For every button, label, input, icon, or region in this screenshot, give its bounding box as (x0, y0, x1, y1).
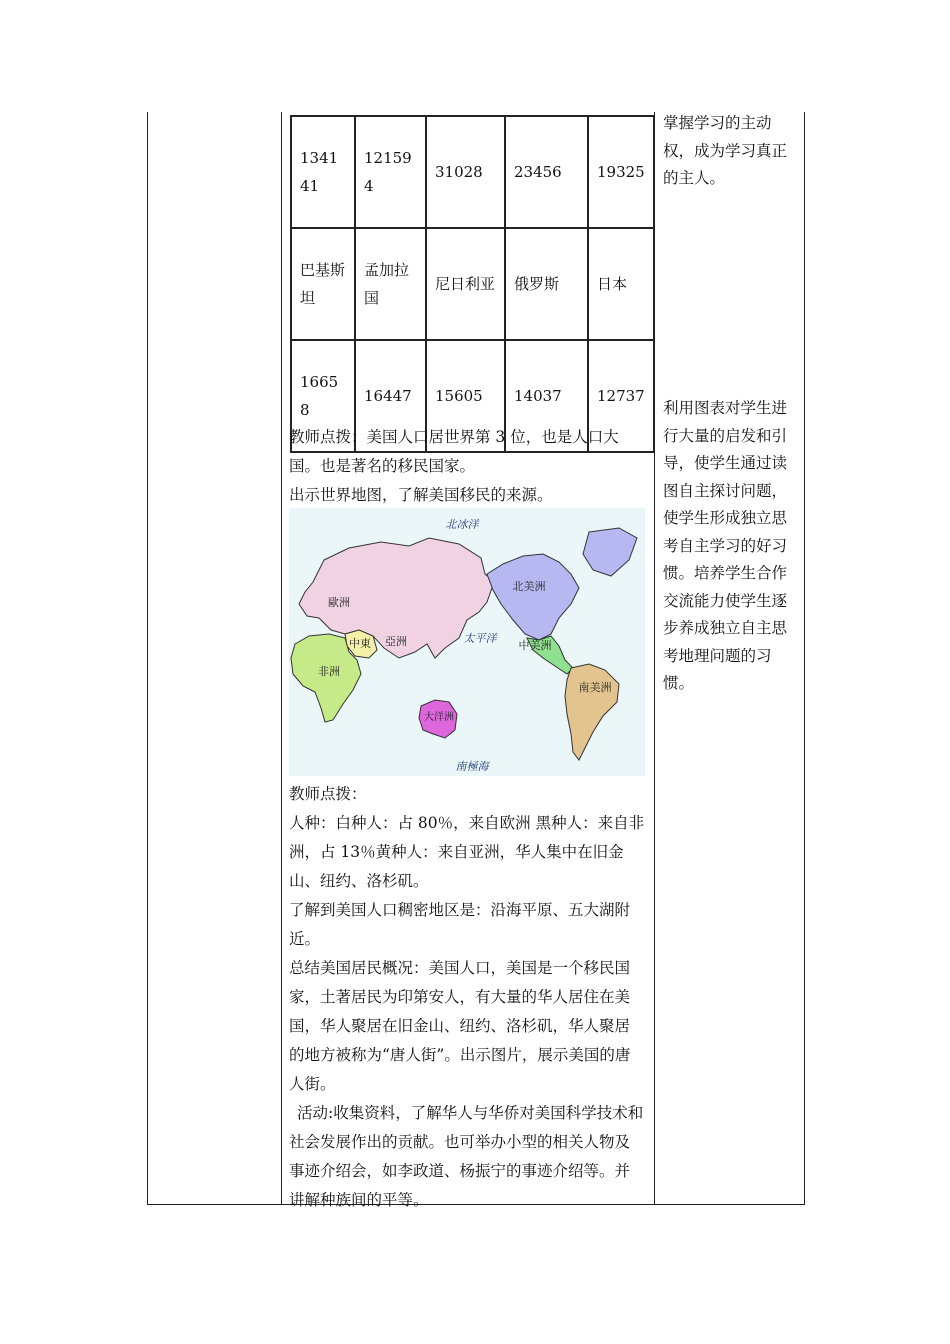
map-label-arctic: 北冰洋 (445, 518, 479, 531)
map-label-europe: 歐洲 (328, 596, 350, 609)
map-label-antarctic: 南極海 (455, 760, 489, 773)
table-cell: 16658 (291, 340, 355, 452)
table-cell: 16447 (355, 340, 426, 452)
column-divider-1 (281, 112, 282, 1204)
table-cell: 日本 (588, 228, 654, 340)
table-row (291, 116, 654, 228)
table-cell: 23456 (505, 116, 588, 228)
table-cell: 14037 (505, 340, 588, 452)
map-label-middle-east: 中東 (349, 637, 371, 650)
table-cell: 15605 (426, 340, 505, 452)
map-label-north-america: 北美洲 (512, 580, 546, 593)
summary-text: 总结美国居民概况：美国人口，美国是一个移民国家，土著居民为印第安人，有大量的华人居住在美国，华人聚居在旧金山、纽约、洛杉矶，华人聚居的地方被称为“唐人街”。出示图片，展示美国的唐人街。 (289, 959, 631, 1093)
teacher-notes-bottom (289, 780, 645, 1215)
map-label-south-america: 南美洲 (578, 681, 612, 694)
teacher-note-2-title: 教师点拨： (289, 785, 367, 803)
map-label-pacific: 太平洋 (463, 632, 497, 645)
design-note-2 (663, 395, 795, 698)
table-row (291, 228, 654, 340)
teacher-notes-top (289, 423, 645, 510)
design-note-2-text: 利用图表对学生进行大量的启发和引导，使学生通过读图自主探讨问题，使学生形成独立思考自主学习的好习惯。培养学生合作交流能力使学生逐步养成独立自主思考地理问题的习惯。 (663, 399, 788, 692)
design-note-1 (663, 110, 795, 193)
table-cell: 121594 (355, 116, 426, 228)
map-label-asia: 亞洲 (385, 635, 407, 648)
map-label-africa: 非洲 (318, 665, 340, 678)
table-cell: 31028 (426, 116, 505, 228)
table-cell: 孟加拉国 (355, 228, 426, 340)
table-cell: 19325 (588, 116, 654, 228)
table-cell: 巴基斯坦 (291, 228, 355, 340)
table-cell: 12737 (588, 340, 654, 452)
table-cell: 134141 (291, 116, 355, 228)
dense-area-text: 了解到美国人口稠密地区是：沿海平原、五大湖附近。 (289, 901, 631, 948)
table-cell: 尼日利亚 (426, 228, 505, 340)
activity-text: 活动:收集资料，了解华人与华侨对美国科学技术和社会发展作出的贡献。也可举办小型的相关人物及事迹介绍会，如李政道、杨振宁的事迹介绍等。并讲解种族间的平等。 (289, 1104, 644, 1209)
design-note-1-text: 掌握学习的主动权，成为学习真正的主人。 (663, 114, 788, 187)
teacher-note-1: 教师点拨：美国人口居世界第 3 位，也是人口大国。也是著名的移民国家。 (289, 428, 619, 475)
race-text: 人种：白种人：占 80％，来自欧洲 黑种人：来自非洲，占 13％黄种人：来自亚洲，华人集中在旧金山、纽约、洛杉矶。 (289, 814, 645, 890)
map-label-oceania: 大洋洲 (424, 712, 454, 723)
show-map-text: 出示世界地图，了解美国移民的来源。 (289, 486, 553, 504)
world-map-image (289, 508, 645, 776)
population-table (290, 115, 655, 453)
map-label-central-america: 中美洲 (518, 639, 552, 652)
table-cell: 俄罗斯 (505, 228, 588, 340)
